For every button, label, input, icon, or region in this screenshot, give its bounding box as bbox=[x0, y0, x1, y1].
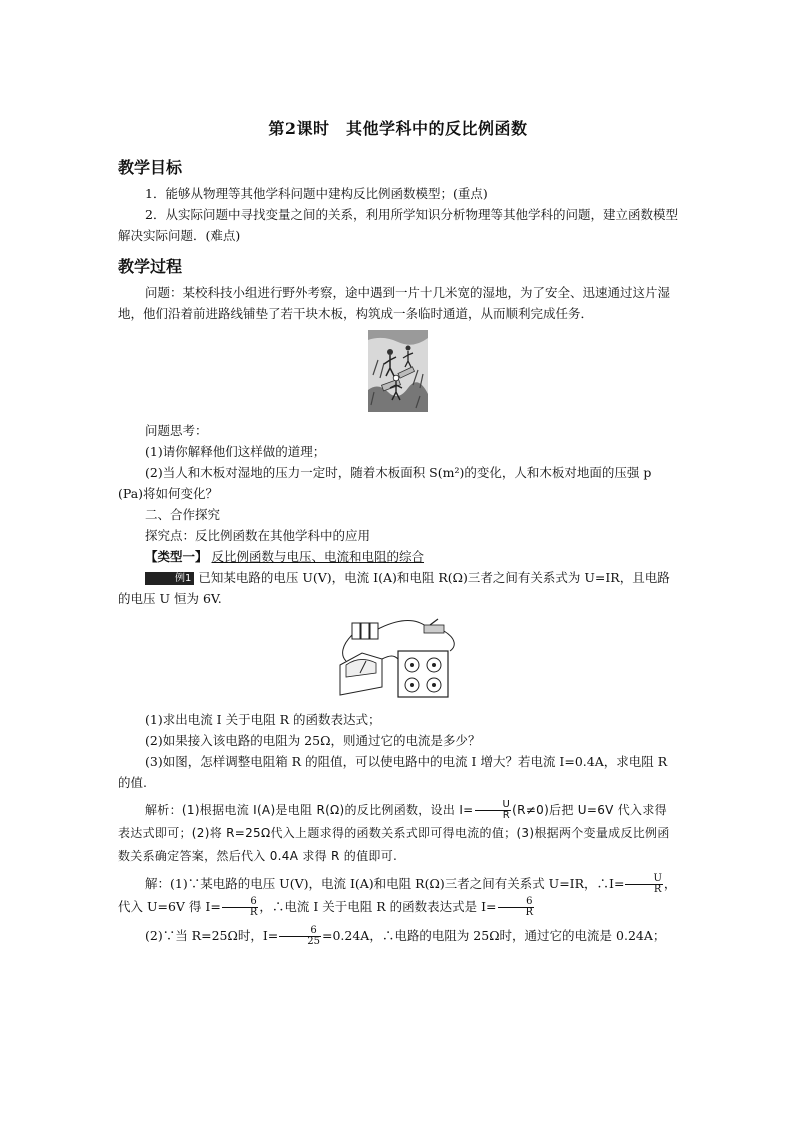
solution-part-4a: (2)∵当 R=25Ω时，I= bbox=[145, 928, 279, 943]
wetland-figure bbox=[118, 330, 678, 412]
example-text: 已知某电路的电压 U(V)，电流 I(A)和电阻 R(Ω)三者之间有关系式为 U=IR，且电路的电压 U 恒为 6V. bbox=[118, 570, 670, 606]
goal-1: 1．能够从物理等其他学科问题中建构反比例函数模型；(重点) bbox=[145, 186, 488, 201]
part-2-heading: 二、合作探究 bbox=[145, 507, 221, 522]
think-label: 问题思考： bbox=[145, 423, 208, 438]
solution-fraction-2: $\frac{6}{R}$ bbox=[222, 897, 259, 918]
solution-part-4b: =0.24A，∴电路的电阻为 25Ω时，通过它的电流是 0.24A； bbox=[321, 928, 666, 943]
page-title: 第2课时 其他学科中的反比例函数 bbox=[268, 119, 528, 138]
type-1-heading bbox=[118, 546, 678, 567]
analysis-fraction: $\frac{U}{R}$ bbox=[475, 800, 512, 821]
goals-heading: 教学目标 bbox=[118, 158, 183, 177]
circuit-illustration bbox=[332, 615, 464, 701]
solution-fraction-3: $\frac{6}{R}$ bbox=[498, 897, 535, 918]
analysis-part-1: 解析：(1)根据电流 I(A)是电阻 R(Ω)的反比例函数，设出 I= bbox=[145, 803, 474, 817]
solution-part-3: ，∴电流 I 关于电阻 R 的函数表达式是 I= bbox=[259, 899, 497, 914]
sub-question-1: (1)求出电流 I 关于电阻 R 的函数表达式； bbox=[145, 712, 381, 727]
example-1 bbox=[118, 567, 678, 609]
solution-fraction-4: $\frac{6}{25}$ bbox=[279, 926, 321, 947]
explore-point: 探究点：反比例函数在其他学科中的应用 bbox=[145, 528, 371, 543]
solution-part-2: ，代入 U=6V 得 I= bbox=[118, 876, 677, 914]
question-1: (1)请你解释他们这样做的道理； bbox=[145, 444, 326, 459]
goal-2: 2．从实际问题中寻找变量之间的关系，利用所学知识分析物理等其他学科的问题，建立函数模型解决实际问题．(难点) bbox=[118, 207, 678, 243]
sub-question-2: (2)如果接入该电路的电阻为 25Ω，则通过它的电流是多少？ bbox=[145, 733, 481, 748]
type-1-label: 反比例函数与电压、电流和电阻的综合 bbox=[211, 549, 425, 564]
circuit-figure bbox=[118, 615, 678, 701]
analysis bbox=[118, 799, 678, 868]
document-page bbox=[118, 116, 678, 947]
analysis-part-2: (R≠0)后把 U=6V 代入求得表达式即可；(2)将 R=25Ω代入上题求得的函数关系式即可得电流的值；(3)根据两个变量成反比例函数关系确定答案，然后代入 0.4A 求得 R 的值即可. bbox=[118, 803, 670, 863]
wetland-illustration bbox=[368, 330, 428, 412]
problem-intro: 问题：某校科技小组进行野外考察，途中遇到一片十几米宽的湿地，为了安全、迅速通过这片湿地，他们沿着前进路线铺垫了若干块木板，构筑成一条临时通道，从而顺利完成任务． bbox=[118, 285, 671, 321]
solution-1 bbox=[118, 872, 678, 918]
type-1-bracket: 【类型一】 bbox=[145, 549, 208, 564]
question-2: (2)当人和木板对湿地的压力一定时，随着木板面积 S(m²)的变化，人和木板对地面的压强 p (Pa)将如何变化？ bbox=[118, 465, 652, 501]
example-badge: 例1 bbox=[145, 572, 194, 585]
process-heading: 教学过程 bbox=[118, 257, 183, 276]
solution-fraction-1: $\frac{U}{R}$ bbox=[625, 874, 662, 895]
sub-question-3: (3)如图，怎样调整电阻箱 R 的阻值，可以使电路中的电流 I 增大？若电流 I=0.4A，求电阻 R 的值. bbox=[118, 754, 668, 790]
solution-part-1: 解：(1)∵某电路的电压 U(V)，电流 I(A)和电阻 R(Ω)三者之间有关系式 U=IR，∴I= bbox=[145, 876, 625, 891]
solution-2 bbox=[118, 924, 678, 947]
